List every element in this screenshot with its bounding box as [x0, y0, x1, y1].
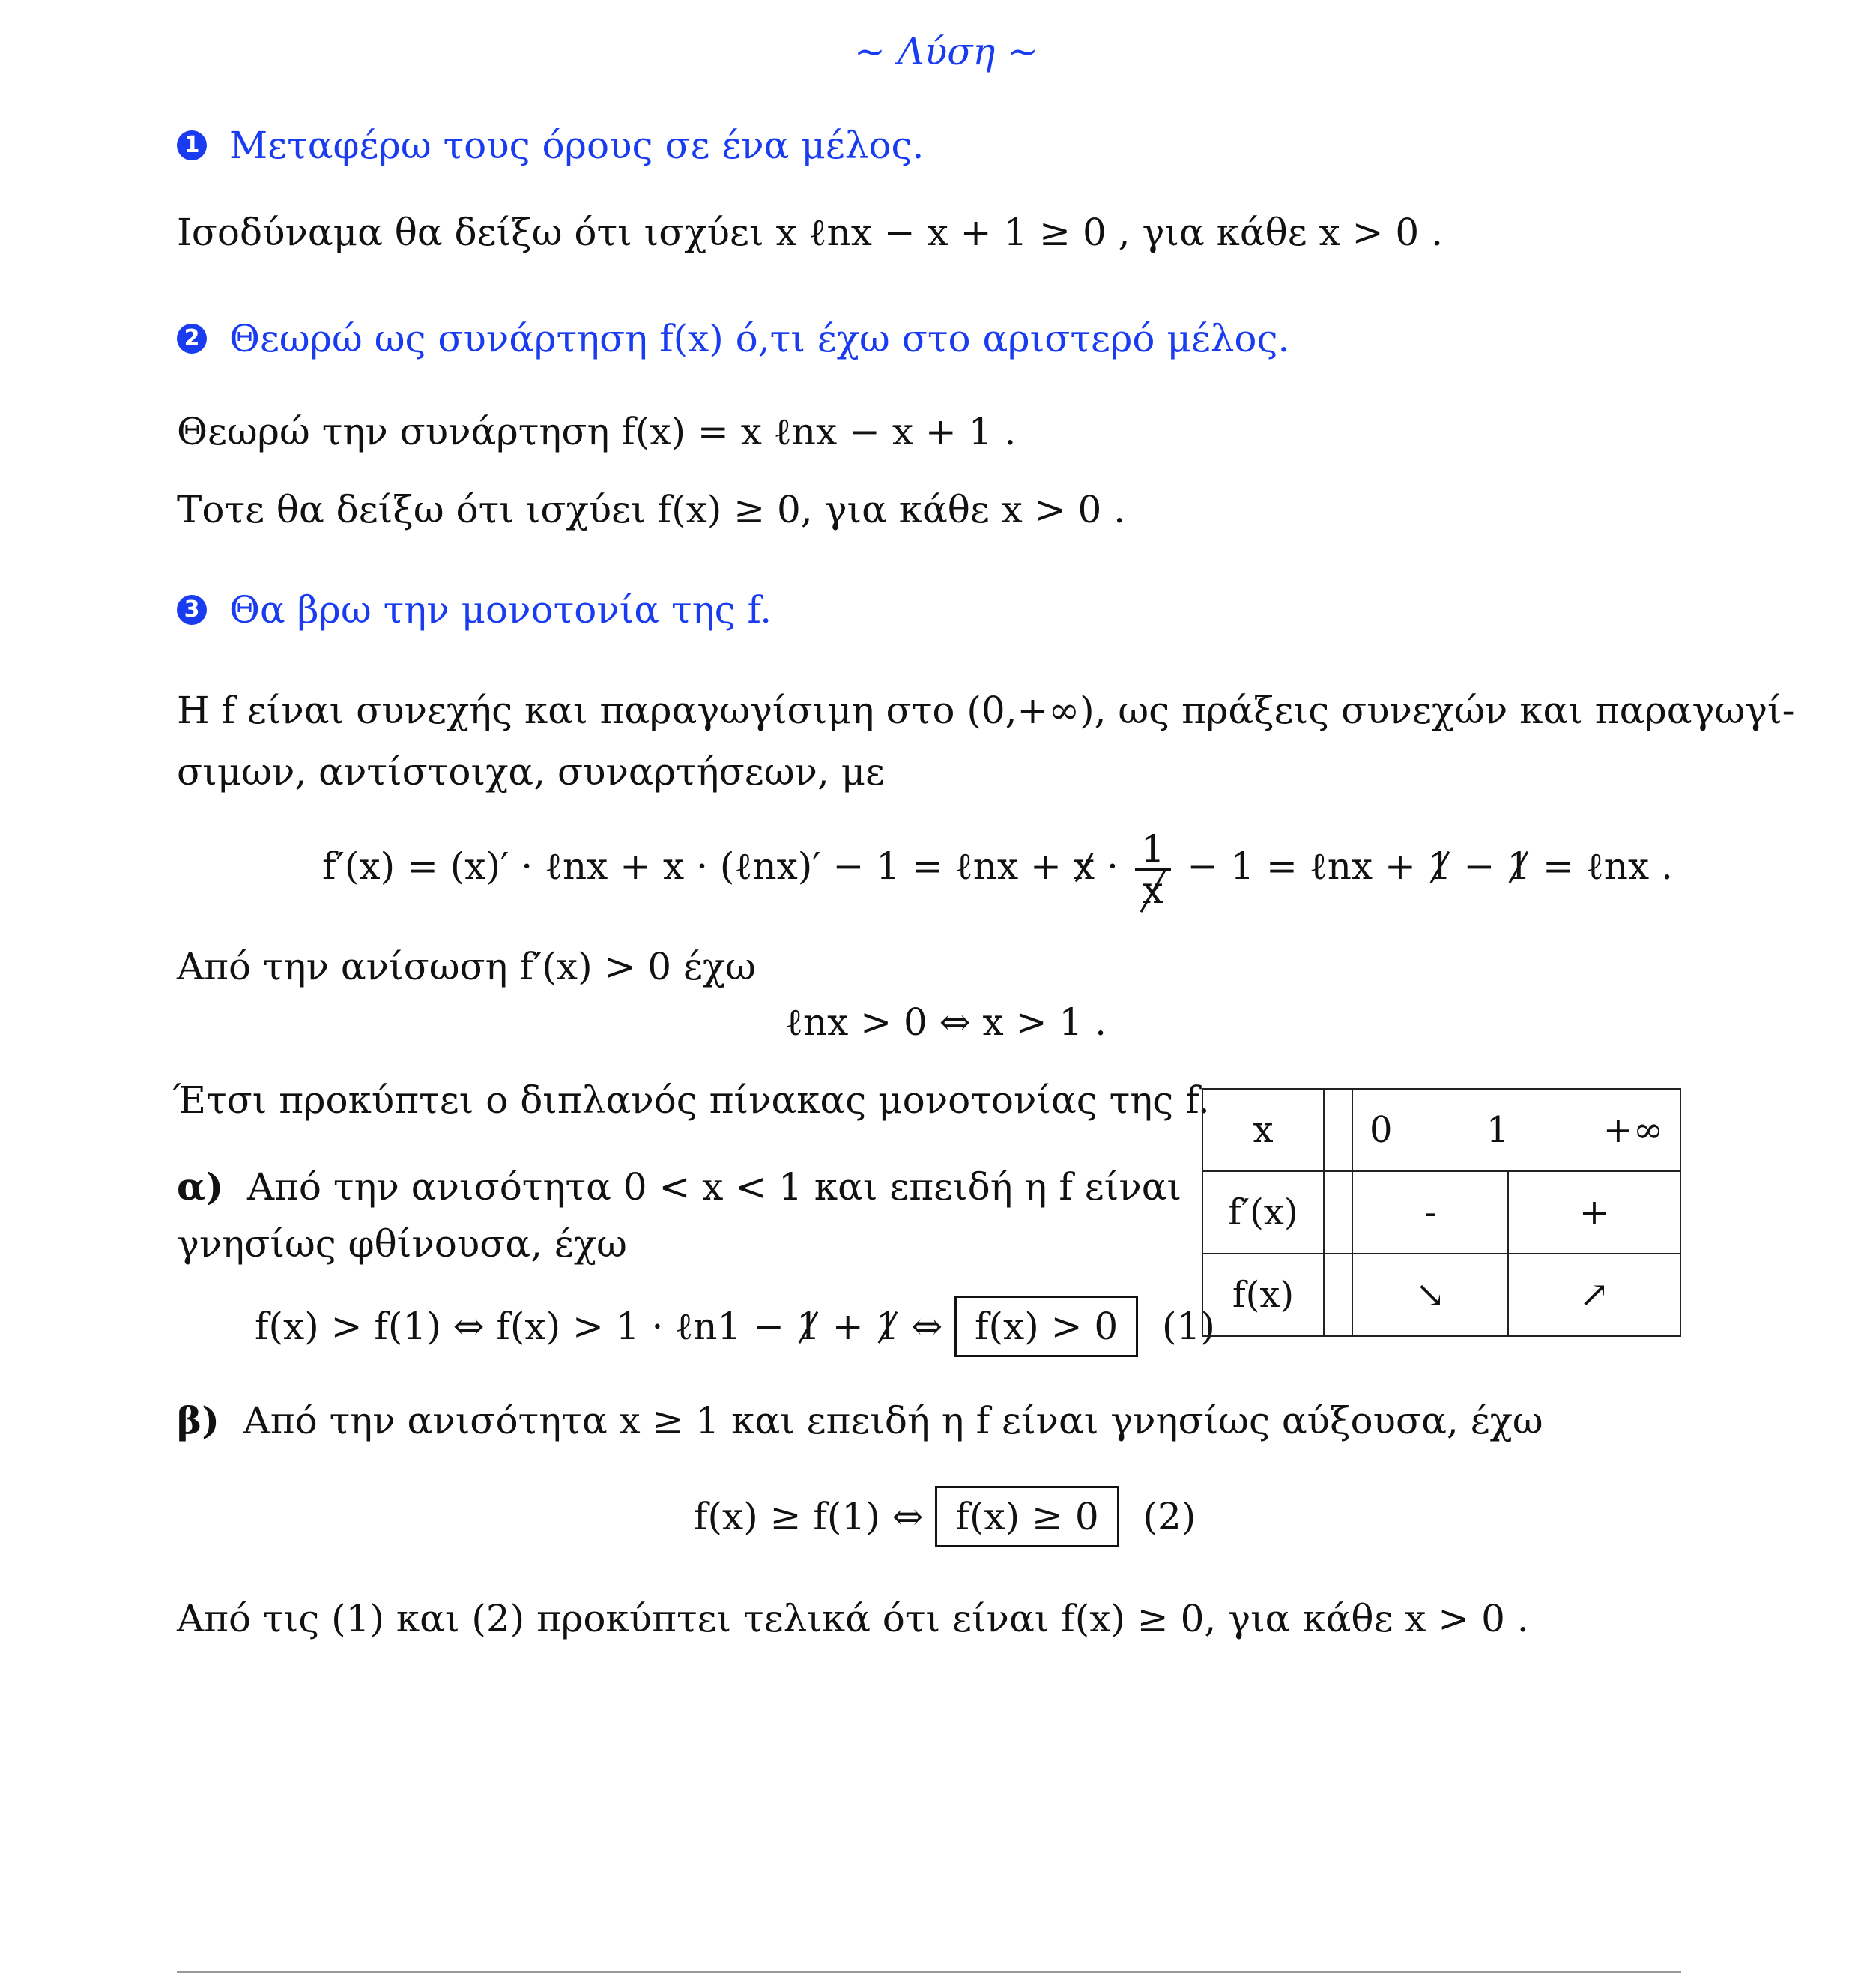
derivative-minus: −	[1463, 845, 1495, 888]
footer-divider	[177, 1971, 1681, 1973]
table-separator	[1324, 1171, 1352, 1254]
alpha-line-1	[177, 1163, 1181, 1211]
alpha-cancelled-one-a: 1	[796, 1295, 820, 1358]
step-1-text: Μεταφέρω τους όρους σε ένα μέλος.	[229, 124, 925, 167]
table-function-label: f(x)	[1202, 1254, 1324, 1336]
table-x-value-1: 1	[1486, 1109, 1510, 1151]
step-1-marker: 1	[177, 130, 207, 160]
step-3-marker: 3	[177, 595, 207, 625]
alpha-text-1: Από την ανισότητα 0 < x < 1 και επειδή η f είναι	[246, 1165, 1182, 1209]
derivative-part-a: f′(x) = (x)′ · ℓnx + x · (ℓnx)′ − 1 = ℓnx +	[322, 845, 1062, 888]
cancelled-one-a: 1	[1428, 821, 1452, 911]
beta-text: Από την ανισότητα x ≥ 1 και επειδή η f είναι γνησίως αύξουσα, έχω	[243, 1399, 1543, 1442]
derivative-equation: f′(x) = (x)′ · ℓnx + x · (ℓnx)′ − 1 = ℓnx + x · $\frac{1}{x}$ − 1 = ℓnx + 1 − 1 = ℓnx .	[322, 821, 1673, 911]
table-row-function	[1202, 1254, 1680, 1336]
table-x-value-inf: +∞	[1603, 1109, 1663, 1151]
alpha-line-2: γνησίως φθίνουσα, έχω	[177, 1222, 627, 1266]
step-2-heading	[177, 315, 1289, 363]
alpha-cancelled-one-b: 1	[876, 1295, 900, 1358]
step-1-heading	[177, 121, 924, 169]
alpha-tag: (1)	[1162, 1305, 1215, 1348]
monotonicity-table	[1202, 1088, 1681, 1337]
derivative-part-c: = ℓnx .	[1543, 845, 1673, 888]
beta-equation	[694, 1485, 1196, 1548]
decreasing-arrow-icon: ↘	[1352, 1254, 1508, 1336]
beta-boxed-result: f(x) ≥ 0	[935, 1486, 1119, 1547]
derivative-part-b: − 1 = ℓnx +	[1187, 845, 1416, 888]
table-separator	[1324, 1254, 1352, 1336]
continuity-line-1: Η f είναι συνεχής και παραγωγίσιμη στο (0,+∞), ως πράξεις συνεχών και παραγωγί-	[177, 689, 1795, 732]
table-row-derivative	[1202, 1171, 1680, 1254]
table-derivative-sign-left: -	[1352, 1171, 1508, 1254]
inequality-result: ℓnx > 0 ⇔ x > 1 .	[785, 1000, 1107, 1044]
alpha-boxed-result: f(x) > 0	[954, 1296, 1138, 1357]
increasing-arrow-icon: ↗	[1508, 1254, 1680, 1336]
table-intro: Έτσι προκύπτει ο διπλανός πίνακας μονοτονίας της f.	[172, 1078, 1210, 1122]
alpha-plus: +	[832, 1305, 864, 1348]
consider-function-line: Θεωρώ την συνάρτηση f(x) = x ℓnx − x + 1 .	[177, 410, 1017, 453]
fraction-one-over-x	[1135, 827, 1171, 912]
step-2-text: Θεωρώ ως συνάρτηση f(x) ό,τι έχω στο αριστερό μέλος.	[229, 317, 1290, 360]
fraction-numerator: 1	[1135, 830, 1171, 871]
step-2-marker: 2	[177, 324, 207, 354]
beta-line	[177, 1397, 1543, 1445]
continuity-line-2: σιμων, αντίστοιχα, συναρτήσεων, με	[177, 750, 886, 794]
table-derivative-sign-right: +	[1508, 1171, 1680, 1254]
table-x-label: x	[1202, 1089, 1324, 1171]
table-row-x	[1202, 1089, 1680, 1171]
table-x-value-0: 0	[1370, 1109, 1393, 1151]
alpha-equation-start: f(x) > f(1) ⇔ f(x) > 1 · ℓn1 −	[255, 1305, 785, 1348]
goal-line: Τοτε θα δείξω ότι ισχύει f(x) ≥ 0, για κάθε x > 0 .	[177, 488, 1126, 531]
cancelled-one-b: 1	[1507, 821, 1531, 911]
equivalence-line: Ισοδύναμα θα δείξω ότι ισχύει x ℓnx − x + 1 ≥ 0 , για κάθε x > 0 .	[177, 211, 1443, 254]
cancelled-x: x	[1074, 821, 1095, 911]
alpha-equation	[255, 1295, 1215, 1358]
beta-tag: (2)	[1143, 1495, 1196, 1538]
table-separator	[1324, 1089, 1352, 1171]
alpha-iff: ⇔	[911, 1305, 943, 1348]
step-3-text: Θα βρω την μονοτονία της f.	[229, 588, 772, 632]
beta-label: β)	[177, 1398, 220, 1442]
table-x-values	[1352, 1089, 1680, 1171]
alpha-label: α)	[177, 1164, 224, 1209]
fraction-denominator: x	[1135, 871, 1171, 910]
solution-title: ~ Λύση ~	[854, 30, 1039, 73]
step-3-heading	[177, 586, 772, 634]
inequality-intro: Από την ανίσωση f′(x) > 0 έχω	[177, 945, 756, 988]
conclusion-line: Από τις (1) και (2) προκύπτει τελικά ότι είναι f(x) ≥ 0, για κάθε x > 0 .	[177, 1597, 1529, 1640]
table-derivative-label: f′(x)	[1202, 1171, 1324, 1254]
beta-equation-start: f(x) ≥ f(1) ⇔	[694, 1495, 924, 1538]
